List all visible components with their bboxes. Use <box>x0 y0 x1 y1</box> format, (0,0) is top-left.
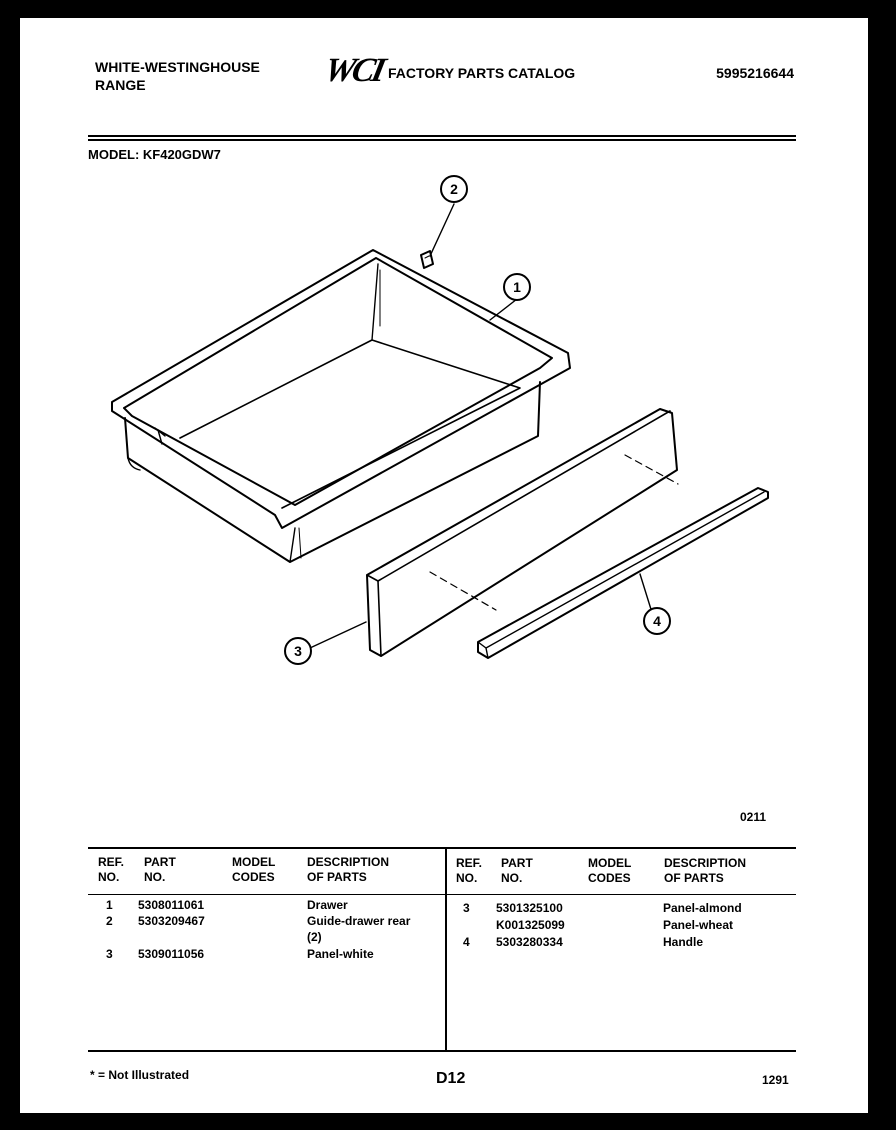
callout-4: 4 <box>653 613 661 629</box>
right-row-1-part: 5301325100 <box>496 901 563 915</box>
right-header-ref: REF. NO. <box>456 856 483 885</box>
date-code: 1291 <box>762 1073 789 1087</box>
left-row-3-part: 5309011056 <box>138 947 205 961</box>
wci-logo: WCI <box>321 52 387 89</box>
table-divider <box>445 847 447 1052</box>
callout-2: 2 <box>450 181 458 197</box>
right-row-3-ref: 4 <box>463 935 470 949</box>
right-row-1-ref: 3 <box>463 901 470 915</box>
footnote-not-illustrated: * = Not Illustrated <box>90 1068 190 1082</box>
left-row-1-ref: 1 <box>106 898 113 912</box>
left-row-2-desc: Guide-drawer rear <box>307 914 411 928</box>
catalog-page <box>20 18 868 1113</box>
right-row-3-part: 5303280334 <box>496 935 563 949</box>
left-header-ref: REF. NO. <box>98 855 125 884</box>
catalog-number: 5995216644 <box>716 65 794 81</box>
figure-code: 0211 <box>740 810 767 824</box>
left-row-1-desc: Drawer <box>307 898 348 912</box>
left-row-2-desc-cont: (2) <box>307 930 322 944</box>
left-row-3-ref: 3 <box>106 947 113 961</box>
model-label: MODEL: KF420GDW7 <box>88 147 221 162</box>
right-header-part: PART NO. <box>501 856 533 885</box>
left-row-3-desc: Panel-white <box>307 947 374 961</box>
right-row-2-desc: Panel-wheat <box>663 918 734 932</box>
callout-3: 3 <box>294 643 302 659</box>
table-rule-bottom <box>88 1050 796 1052</box>
right-row-3-desc: Handle <box>663 935 704 949</box>
table-rule-header <box>88 894 796 895</box>
catalog-title: FACTORY PARTS CATALOG <box>388 65 576 81</box>
table-rule-top <box>88 847 796 849</box>
right-header-model: MODEL CODES <box>588 856 632 885</box>
page-code: D12 <box>436 1070 466 1087</box>
exploded-parts-diagram <box>20 18 868 818</box>
right-row-1-desc: Panel-almond <box>663 901 742 915</box>
brand-line2: RANGE <box>95 77 146 93</box>
left-row-2-part: 5303209467 <box>138 914 205 928</box>
callout-1: 1 <box>513 279 521 295</box>
left-header-part: PART NO. <box>144 855 176 884</box>
left-row-2-ref: 2 <box>106 914 113 928</box>
left-header-desc: DESCRIPTION OF PARTS <box>307 855 390 884</box>
right-row-2-part: K001325099 <box>496 918 565 932</box>
left-row-1-part: 5308011061 <box>138 898 205 912</box>
left-header-model: MODEL CODES <box>232 855 276 884</box>
right-header-desc: DESCRIPTION OF PARTS <box>664 856 747 885</box>
brand-line1: WHITE-WESTINGHOUSE <box>95 59 260 75</box>
